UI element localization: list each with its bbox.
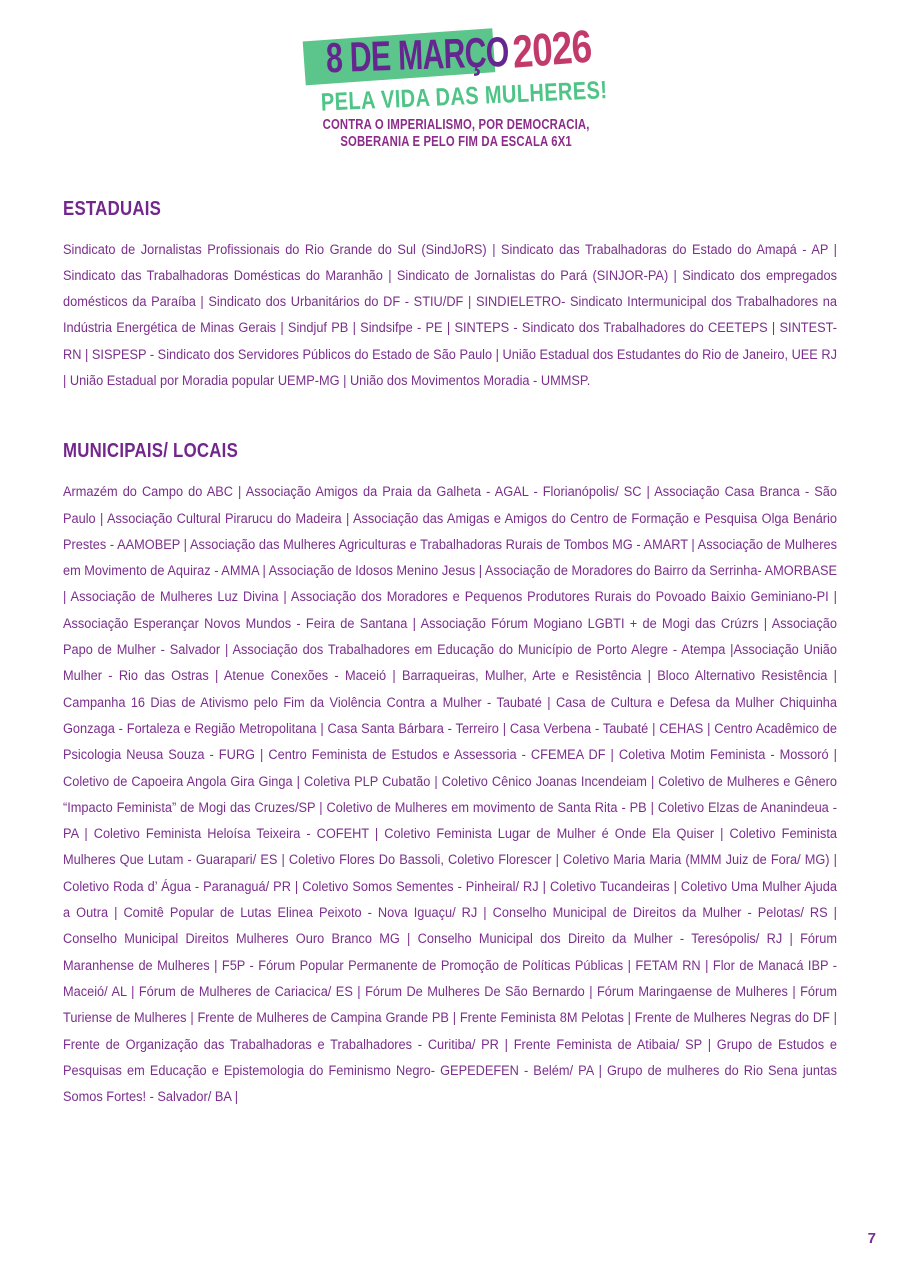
event-logo [285,19,615,151]
logo-tagline: PELA VIDA DAS MULHERES! [320,76,608,117]
logo-subtitle [285,117,615,151]
logo-subtitle-line2: SOBERANIA E PELO FIM DA ESCALA 6X1 [340,133,572,150]
page-content [0,198,900,1111]
section-heading-municipais: MUNICIPAIS/ LOCAIS [63,440,239,463]
section-estaduais [63,198,837,395]
section-municipais [63,440,837,1110]
logo-subtitle-line1: CONTRA O IMPERIALISMO, POR DEMOCRACIA, [322,117,590,133]
section-body-estaduais: Sindicato de Jornalistas Profissionais do Rio Grande do Sul (SindJoRS) | Sindicato das Trabalhadoras do Estado do Amapá - AP | Sindicato das Trabalhadoras Domésticas do Maranhão | Sindicato de Jornalistas do Pará (SINJOR-PA) | Sindicato dos empregados domésticos da Paraíba | Sindicato dos Urbanitários do DF - STIU/DF | SINDIELETRO- Sindicato Intermunicipal dos Trabalhadores na Indústria Energética de Minas Gerais | Sindjuf PB | Sindsifpe - PE | SINTEPS - Sindicato dos Trabalhadores do CEETEPS | SINTEST-RN | SISPESP - Sindicato dos Servidores Públicos do Estado de São Paulo | União Estadual dos Estudantes do Rio de Janeiro, UEE RJ | União Estadual por Moradia popular UEMP-MG | União dos Movimentos Moradia - UMMSP. [63,241,837,389]
section-body-municipais: Armazém do Campo do ABC | Associação Amigos da Praia da Galheta - AGAL - Florianópolis/ SC | Associação Casa Branca - São Paulo | Associação Cultural Pirarucu do Madeira | Associação das Amigas e Amigos do Centro de Formação e Pesquisa Olga Benário Prestes - AAMOBEP | Associação das Mulheres Agriculturas e Trabalhadoras Rurais de Tombos MG - AMART | Associação de Mulheres em Movimento de Aquiraz - AMMA | Associação de Idosos Menino Jesus | Associação de Moradores do Bairro da Serrinha- AMORBASE | Associação de Mulheres Luz Divina | Associação dos Moradores e Pequenos Produtores Rurais do Povoado Baixio Geminiano-PI | Associação Esperançar Novos Mundos - Feira de Santana | Associação Fórum Mogiano LGBTI + de Mogi das Crúzrs | Associação Papo de Mulher - Salvador | Associação dos Trabalhadores em Educação do Município de Porto Alegre - Atempa |Associação União Mulher - Rio das Ostras | Atenue Conexões - Maceió | Barraqueiras, Mulher, Arte e Resistência | Bloco Alternativo Resistência | Campanha 16 Dias de Ativismo pelo Fim da Violência Contra a Mulher - Taubaté | Casa de Cultura e Defesa da Mulher Chiquinha Gonzaga - Fortaleza e Região Metropolitana | Casa Santa Bárbara - Terreiro | Casa Verbena - Taubaté | CEHAS | Centro Acadêmico de Psicologia Neusa Souza - FURG | Centro Feminista de Estudos e Assessoria - CFEMEA DF | Coletiva Motim Feminista - Mossoró | Coletivo de Capoeira Angola Gira Ginga | Coletiva PLP Cubatão | Coletivo Cênico Joanas Incendeiam | Coletivo de Mulheres e Gênero “Impacto Feminista” de Mogi das Cruzes/SP | Coletivo de Mulheres em movimento de Santa Rita - PB | Coletivo Elzas de Ananindeua - PA | Coletivo Feminista Heloísa Teixeira - COFEHT | Coletivo Feminista Lugar de Mulher é Onde Ela Quiser | Coletivo Feminista Mulheres Que Lutam - Guarapari/ ES | Coletivo Flores Do Bassoli, Coletivo Florescer | Coletivo Maria Maria (MMM Juiz de Fora/ MG) | Coletivo Roda d’ Água - Paranaguá/ PR | Coletivo Somos Sementes - Pinheiral/ RJ | Coletivo Tucandeiras | Coletivo Uma Mulher Ajuda a Outra | Comitê Popular de Lutas Elinea Peixoto - Nova Iguaçu/ RJ | Conselho Municipal de Direitos da Mulher - Pelotas/ RS | Conselho Municipal Direitos Mulheres Ouro Branco MG | Conselho Municipal dos Direito da Mulher - Teresópolis/ RJ | Fórum Maranhense de Mulheres | F5P - Fórum Popular Permanente de Promoção de Políticas Públicas | FETAM RN | Flor de Manacá IBP - Maceió/ AL | Fórum de Mulheres de Cariacica/ ES | Fórum De Mulheres De São Bernardo | Fórum Maringaense de Mulheres | Fórum Turiense de Mulheres | Frente de Mulheres de Campina Grande PB | Frente Feminista 8M Pelotas | Frente de Mulheres Negras do DF | Frente de Organização das Trabalhadoras e Trabalhadores - Curitiba/ PR | Frente Feminista de Atibaia/ SP | Grupo de Estudos e Pesquisas em Educação e Epistemologia do Feminismo Negro- GEPEDEFEN - Belém/ PA | Grupo de mulheres do Rio Sena juntas Somos Fortes! - Salvador/ BA | [63,484,837,1106]
section-heading-estaduais: ESTADUAIS [63,197,162,220]
logo-title: 8 DE MARÇO [325,27,510,82]
page-number: 7 [867,1230,876,1247]
logo-year: 2026 [510,19,593,78]
